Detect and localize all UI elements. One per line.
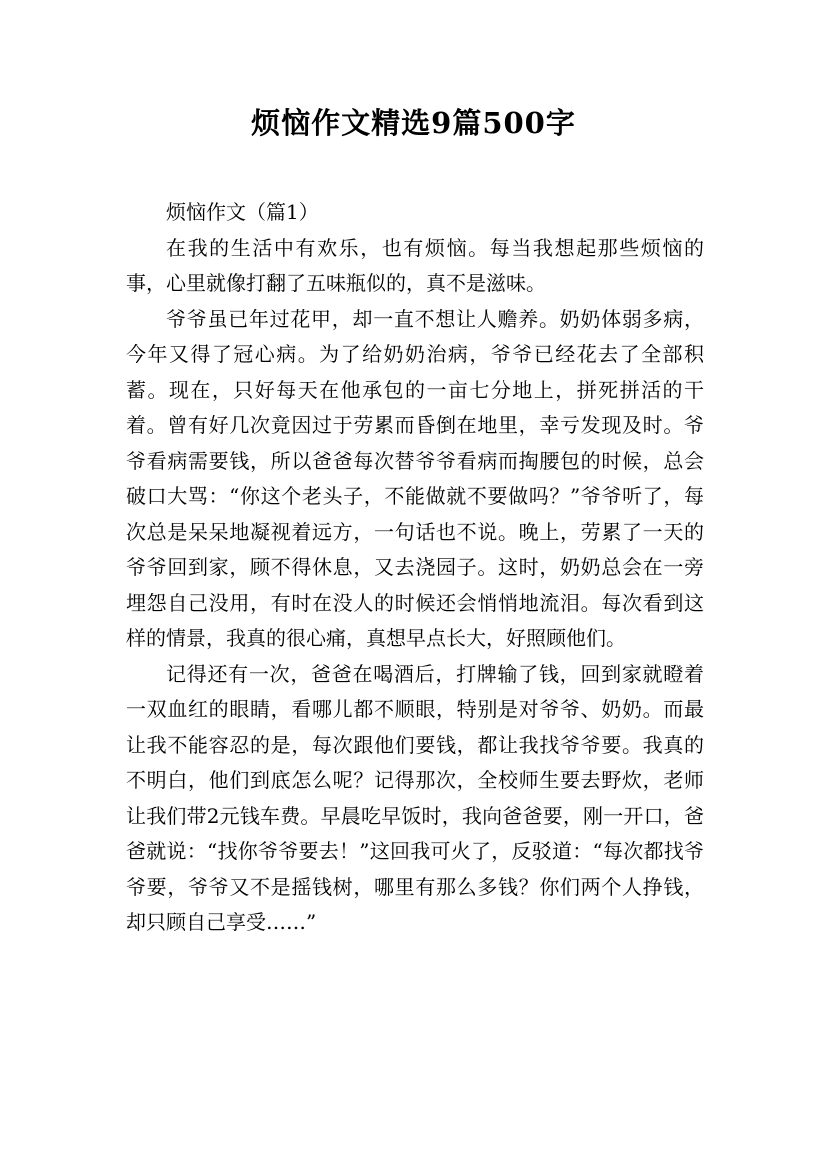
paragraph: 记得还有一次，爸爸在喝酒后，打牌输了钱，回到家就瞪着一双血红的眼睛，看哪儿都不顺眼，特别是对爷爷、奶奶。而最让我不能容忍的是，每次跟他们要钱，都让我找爷爷要。我真的不明白，他们到底怎么呢？记得那次，全校师生要去野炊，老师让我们带2元钱车费。早晨吃早饭时，我向爸爸要，刚一开口，爸爸就说：“找你爷爷要去！”这回我可火了，反驳道：“每次都找爷爷要，爷爷又不是摇钱树，哪里有那么多钱？你们两个人挣钱，却只顾自己享受……” — [126, 661, 704, 934]
paragraph: 在我的生活中有欢乐，也有烦恼。每当我想起那些烦恼的事，心里就像打翻了五味瓶似的，真不是滋味。 — [126, 235, 704, 295]
section-heading: 烦恼作文（篇1） — [166, 200, 319, 224]
paragraph: 爷爷虽已年过花甲，却一直不想让人赡养。奶奶体弱多病，今年又得了冠心病。为了给奶奶治病，爷爷已经花去了全部积蓄。现在，只好每天在他承包的一亩七分地上，拼死拼活的干着。曾有好几次竟因过于劳累而昏倒在地里，幸亏发现及时。爷爷看病需要钱，所以爸爸每次替爷爷看病而掏腰包的时候，总会破口大骂：“你这个老头子，不能做就不要做吗？”爷爷听了，每次总是呆呆地凝视着远方，一句话也不说。晚上，劳累了一天的爷爷回到家，顾不得休息，又去浇园子。这时，奶奶总会在一旁埋怨自己没用，有时在没人的时候还会悄悄地流泪。每次看到这样的情景，我真的很心痛，真想早点长大，好照顾他们。 — [126, 306, 704, 650]
document-title: 烦恼作文精选9篇500字 — [251, 106, 576, 140]
document-body — [126, 195, 704, 941]
